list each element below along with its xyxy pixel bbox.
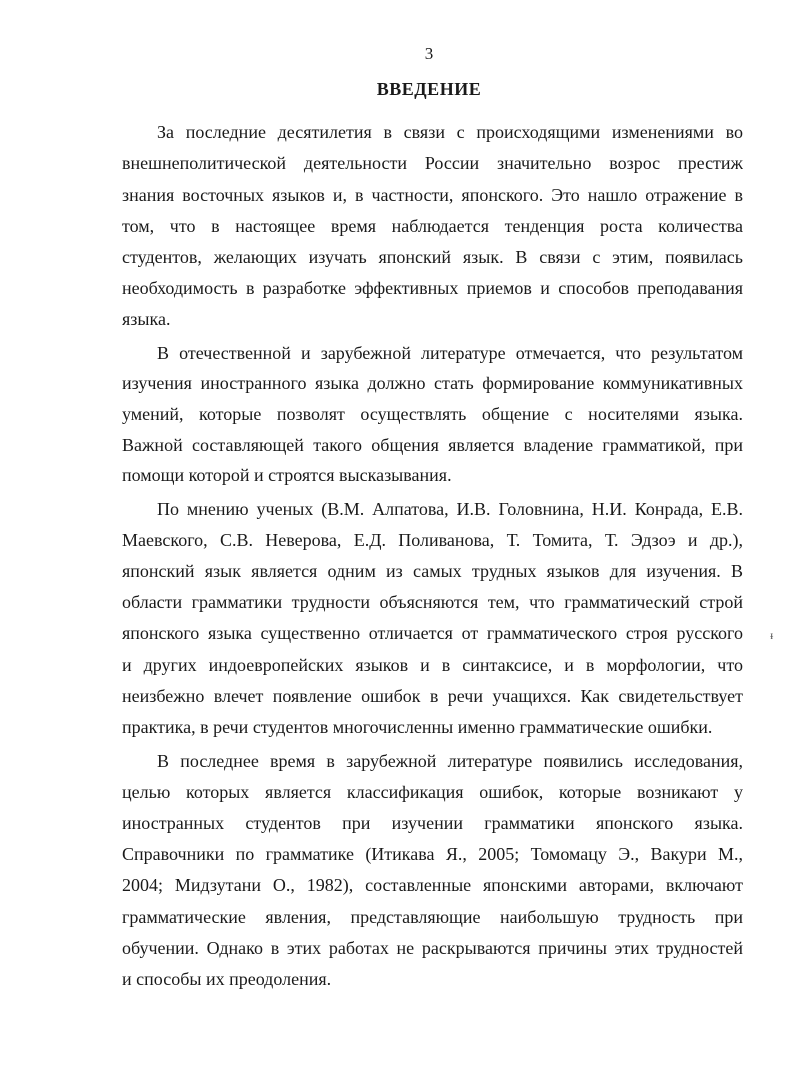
text-line: языка. — [122, 309, 171, 329]
text-line: японский язык является одним из самых трудных языков для изучения. В — [122, 561, 743, 581]
text-line: японского языка существенно отличается от грамматического строя русского — [122, 623, 743, 643]
text-line: изучения иностранного языка должно стать формирование коммуникативных — [122, 373, 743, 393]
text-line: По мнению ученых (В.М. Алпатова, И.В. Головнина, Н.И. Конрада, Е.В. — [157, 499, 743, 519]
text-line: практика, в речи студентов многочисленны именно грамматические ошибки. — [122, 717, 713, 737]
margin-mark: ᵻ — [770, 628, 774, 642]
text-line: внешнеполитической деятельности России значительно возрос престиж — [122, 153, 743, 173]
text-line: необходимость в разработке эффективных приемов и способов преподавания — [122, 278, 743, 298]
page-title: ВВЕДЕНИЕ — [376, 79, 482, 99]
text-line: Маевского, С.В. Неверова, Е.Д. Поливанова, Т. Томита, Т. Эдзоэ и др.), — [122, 530, 743, 550]
text-line: 2004; Мидзутани О., 1982), составленные японскими авторами, включают — [122, 875, 743, 895]
text-line: неизбежно влечет появление ошибок в речи учащихся. Как свидетельствует — [122, 686, 743, 706]
text-line: обучении. Однако в этих работах не раскрываются причины этих трудностей — [122, 938, 743, 958]
text-line: В последнее время в зарубежной литературе появились исследования, — [157, 751, 743, 771]
text-line: и других индоевропейских языков и в синтаксисе, и в морфологии, что — [122, 655, 743, 675]
text-line: студентов, желающих изучать японский язык. В связи с этим, появилась — [122, 247, 743, 267]
text-line: том, что в настоящее время наблюдается тенденция роста количества — [122, 216, 743, 236]
page-number: 3 — [424, 44, 434, 63]
text-line: Важной составляющей такого общения является владение грамматикой, при — [122, 435, 743, 455]
text-line: В отечественной и зарубежной литературе отмечается, что результатом — [157, 343, 743, 363]
text-line: Справочники по грамматике (Итикава Я., 2005; Томомацу Э., Вакури М., — [122, 844, 743, 864]
text-line: и способы их преодоления. — [122, 969, 332, 989]
text-line: иностранных студентов при изучении грамматики японского языка. — [122, 813, 743, 833]
text-line: умений, которые позволят осуществлять общение с носителями языка. — [122, 404, 743, 424]
text-line: грамматические явления, представляющие наибольшую трудность при — [122, 907, 743, 927]
text-line: области грамматики трудности объясняются тем, что грамматический строй — [122, 592, 743, 612]
text-line: целью которых является классификация ошибок, которые возникают у — [122, 782, 743, 802]
text-line: помощи которой и строятся высказывания. — [122, 465, 452, 485]
text-line: знания восточных языков и, в частности, японского. Это нашло отражение в — [122, 185, 743, 205]
text-line: За последние десятилетия в связи с происходящими изменениями во — [157, 122, 743, 142]
